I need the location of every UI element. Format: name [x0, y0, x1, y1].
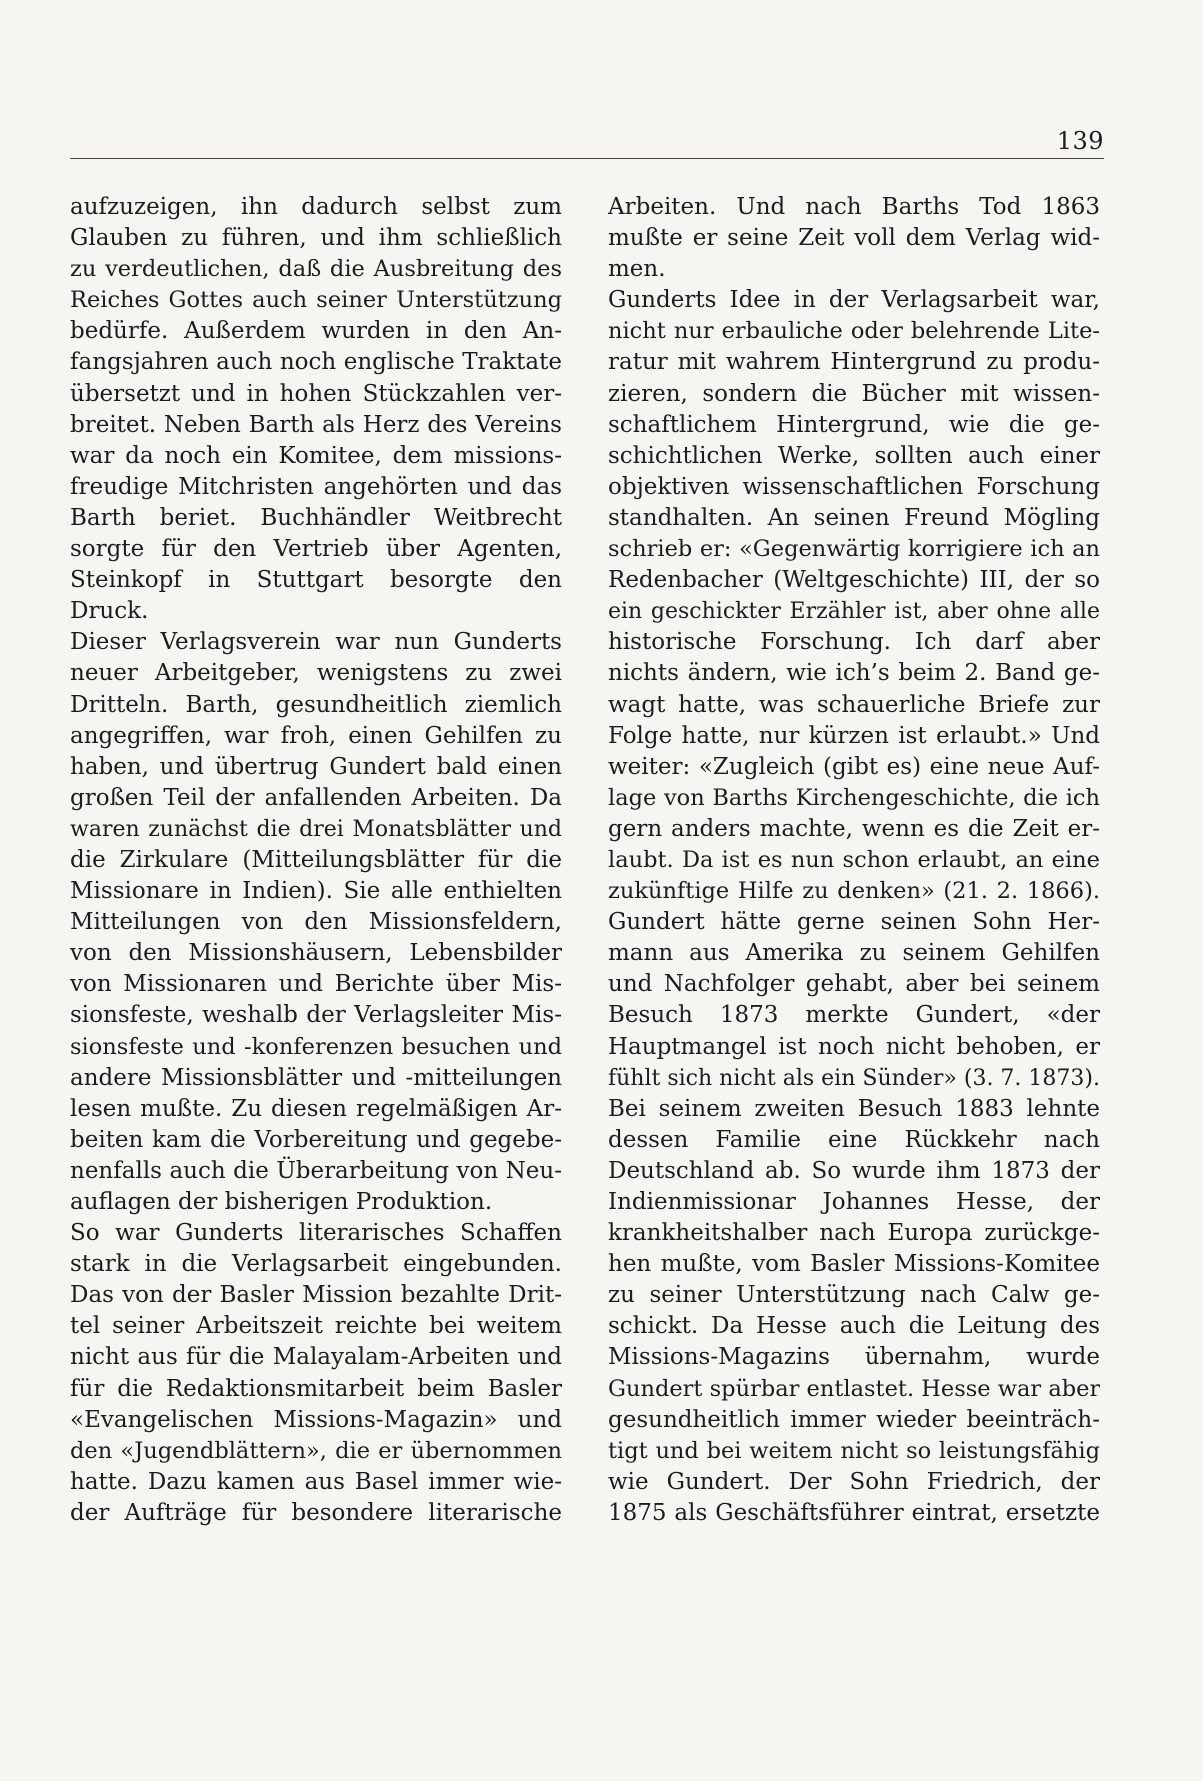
text-line: den «Jugendblättern», die er übernommen: [70, 1437, 562, 1464]
text-line: Besuch 1873 merkte Gundert, «der: [608, 1002, 1100, 1029]
text-line: von den Missionshäusern, Lebensbilder: [70, 940, 562, 967]
text-line: tigt und bei weitem nicht so leistungsfähig: [608, 1437, 1100, 1464]
text-line: wie Gundert. Der Sohn Friedrich, der: [608, 1468, 1100, 1495]
text-line: Deutschland ab. So wurde ihm 1873 der: [608, 1157, 1100, 1184]
text-line: lage von Barths Kirchengeschichte, die ich: [608, 784, 1100, 811]
text-line: von Missionaren und Berichte über Mis-: [70, 971, 562, 998]
text-line: lesen mußte. Zu diesen regelmäßigen Ar-: [70, 1095, 562, 1122]
text-line: breitet. Neben Barth als Herz des Vereins: [70, 411, 562, 438]
text-line: ratur mit wahrem Hintergrund zu produ-: [608, 349, 1100, 376]
text-line: Missionare in Indien). Sie alle enthielten: [70, 878, 562, 905]
text-line: schichtlichen Werke, sollten auch einer: [608, 442, 1100, 469]
text-line: Bei seinem zweiten Besuch 1883 lehnte: [608, 1095, 1100, 1122]
text-line: So war Gunderts literarisches Schaffen: [70, 1220, 562, 1247]
text-line: freudige Mitchristen angehörten und das: [70, 473, 562, 500]
text-line: Missions-Magazins übernahm, wurde: [608, 1344, 1100, 1371]
text-line: sionsfeste, weshalb der Verlagsleiter Mis-: [70, 1002, 562, 1029]
text-line: schaftlichem Hintergrund, wie die ge-: [608, 411, 1100, 438]
text-line: objektiven wissenschaftlichen Forschung: [608, 473, 1100, 500]
text-line: Gundert spürbar entlastet. Hesse war aber: [608, 1375, 1100, 1402]
text-line: Indienmissionar Johannes Hesse, der: [608, 1189, 1100, 1215]
text-line: Redenbacher (Weltgeschichte) III, der so: [608, 567, 1100, 594]
text-line: zu seiner Unterstützung nach Calw ge-: [608, 1282, 1100, 1309]
text-line: aufzuzeigen, ihn dadurch selbst zum: [70, 194, 562, 220]
text-line: wagt hatte, was schauerliche Briefe zur: [608, 691, 1100, 718]
text-line: men.: [608, 256, 666, 283]
text-line: übersetzt und in hohen Stückzahlen ver-: [70, 380, 562, 407]
text-line: nichts ändern, wie ich’s beim 2. Band ge-: [608, 660, 1100, 687]
text-line: beiten kam die Vorbereitung und gegebe-: [70, 1126, 562, 1153]
text-column-left: [70, 192, 562, 1529]
text-line: 1875 als Geschäftsführer eintrat, ersetzte: [608, 1499, 1100, 1526]
text-line: sorgte für den Vertrieb über Agenten,: [70, 536, 562, 563]
text-line: Gundert hätte gerne seinen Sohn Her-: [608, 909, 1100, 936]
text-line: großen Teil der anfallenden Arbeiten. Da: [70, 784, 562, 811]
text-column-right: [608, 192, 1100, 1529]
page-number: 139: [1056, 127, 1104, 155]
text-line: mußte er seine Zeit voll dem Verlag wid-: [608, 225, 1100, 252]
text-line: Gunderts Idee in der Verlagsarbeit war,: [608, 287, 1100, 314]
text-line: Folge hatte, nur kürzen ist erlaubt.» Und: [608, 722, 1100, 749]
text-line: Mitteilungen von den Missionsfeldern,: [70, 909, 562, 936]
text-line: Druck.: [70, 598, 149, 625]
text-line: Das von der Basler Mission bezahlte Drit-: [70, 1282, 562, 1309]
text-line: Reiches Gottes auch seiner Unterstützung: [70, 287, 562, 314]
text-line: schrieb er: «Gegenwärtig korrigiere ich an: [608, 536, 1100, 563]
text-line: die Zirkulare (Mitteilungsblätter für die: [70, 846, 562, 873]
text-line: zu verdeutlichen, daß die Ausbreitung des: [70, 256, 562, 283]
text-line: Steinkopf in Stuttgart besorgte den: [70, 567, 562, 594]
header-rule: [70, 158, 1104, 159]
text-line: war da noch ein Komitee, dem missions-: [70, 442, 562, 469]
text-line: dessen Familie eine Rückkehr nach: [608, 1126, 1100, 1153]
text-line: und Nachfolger gehabt, aber bei seinem: [608, 971, 1100, 998]
text-line: «Evangelischen Missions-Magazin» und: [70, 1406, 562, 1433]
text-line: bedürfe. Außerdem wurden in den An-: [70, 318, 562, 345]
text-line: weiter: «Zugleich (gibt es) eine neue Auf-: [608, 753, 1100, 780]
text-line: schickt. Da Hesse auch die Leitung des: [608, 1313, 1100, 1340]
text-line: Dieser Verlagsverein war nun Gunderts: [70, 629, 562, 656]
text-line: Hauptmangel ist noch nicht behoben, er: [608, 1033, 1100, 1060]
text-line: auflagen der bisherigen Produktion.: [70, 1189, 493, 1215]
text-line: krankheitshalber nach Europa zurückge-: [608, 1220, 1100, 1247]
text-line: Dritteln. Barth, gesundheitlich ziemlich: [70, 691, 562, 718]
text-line: ein geschickter Erzähler ist, aber ohne alle: [608, 599, 1100, 625]
text-line: zukünftige Hilfe zu denken» (21. 2. 1866).: [608, 878, 1100, 905]
text-line: waren zunächst die drei Monatsblätter und: [70, 816, 562, 842]
text-line: standhalten. An seinen Freund Mögling: [608, 504, 1100, 531]
text-line: gern anders machte, wenn es die Zeit er-: [608, 815, 1100, 842]
text-line: der Aufträge für besondere literarische: [70, 1499, 562, 1526]
text-line: für die Redaktionsmitarbeit beim Basler: [70, 1375, 562, 1402]
text-line: tel seiner Arbeitszeit reichte bei weitem: [70, 1313, 562, 1340]
text-line: hen mußte, vom Basler Missions-Komitee: [608, 1251, 1100, 1278]
text-line: fangsjahren auch noch englische Traktate: [70, 349, 562, 376]
text-line: stark in die Verlagsarbeit eingebunden.: [70, 1251, 562, 1278]
text-line: laubt. Da ist es nun schon erlaubt, an eine: [608, 846, 1100, 873]
text-line: sionsfeste und -konferenzen besuchen und: [70, 1033, 562, 1060]
text-line: neuer Arbeitgeber, wenigstens zu zwei: [70, 660, 562, 687]
text-line: mann aus Amerika zu seinem Gehilfen: [608, 940, 1100, 967]
text-line: andere Missionsblätter und -mitteilungen: [70, 1064, 562, 1091]
text-line: nicht nur erbauliche oder belehrende Lite-: [608, 318, 1100, 345]
text-line: Glauben zu führen, und ihm schließlich: [70, 225, 562, 252]
text-line: zieren, sondern die Bücher mit wissen-: [608, 380, 1100, 407]
text-line: haben, und übertrug Gundert bald einen: [70, 753, 562, 780]
text-line: Arbeiten. Und nach Barths Tod 1863: [608, 194, 1100, 220]
text-line: historische Forschung. Ich darf aber: [608, 629, 1100, 656]
text-line: nenfalls auch die Überarbeitung von Neu-: [70, 1157, 562, 1184]
text-line: gesundheitlich immer wieder beeinträch-: [608, 1406, 1100, 1433]
text-line: angegriffen, war froh, einen Gehilfen zu: [70, 722, 562, 749]
text-line: hatte. Dazu kamen aus Basel immer wie-: [70, 1468, 562, 1495]
text-line: fühlt sich nicht als ein Sünder» (3. 7. 1873).: [608, 1065, 1100, 1091]
text-line: Barth beriet. Buchhändler Weitbrecht: [70, 504, 562, 531]
text-line: nicht aus für die Malayalam-Arbeiten und: [70, 1344, 562, 1371]
